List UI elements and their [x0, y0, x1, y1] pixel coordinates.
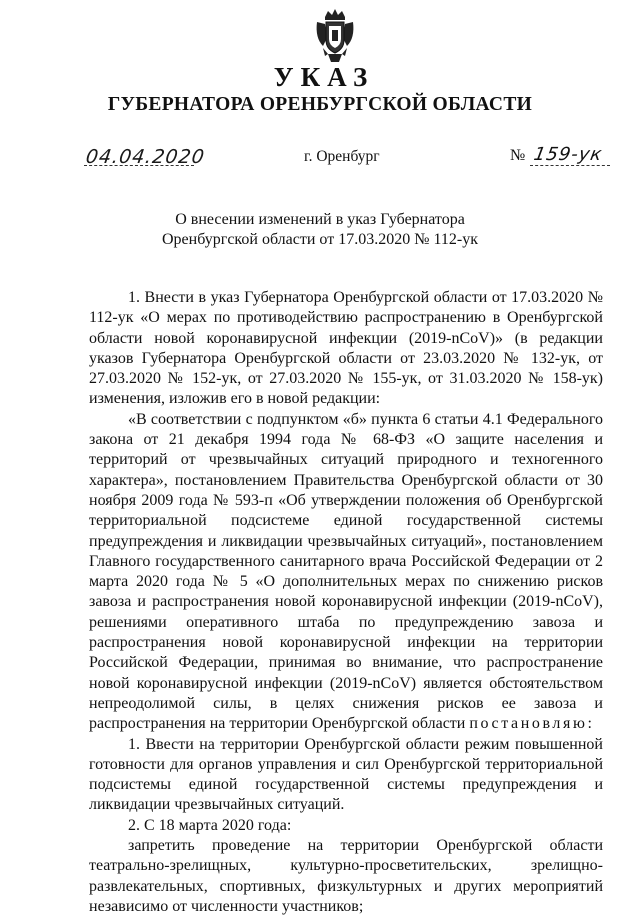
paragraph-5: запретить проведение на территории Оренбургской области театрально-зрелищных, культурно-просветительских, зрелищно-развлекательных, спортивных, физкультурных и других мероприятий независимо от численности участников; [89, 837, 603, 915]
subject-line-1: О внесении изменений в указ Губернатора [175, 211, 465, 228]
subject-line-2: Оренбургской области от 17.03.2020 № 112-ук [162, 231, 478, 248]
document-body [89, 288, 603, 917]
document-date: 04.04.2020 [84, 146, 207, 168]
coat-of-arms-icon [313, 8, 357, 64]
paragraph-2-text: «В соответствии с подпунктом «б» пункта 6 статьи 4.1 Федерального закона от 21 декабря 1994 года № 68-ФЗ «О защите населения и территорий от чрезвычайных ситуаций природного и техногенного характера», постановлением Правительства Оренбургской области от 30 ноября 2009 года № 593-п «Об утверждении положения об Оренбургской территориальной подсистеме единой государственной системы предупреждения и ликвидации чрезвычайных ситуаций», постановлением Главного государственного санитарного врача Российской Федерации от 2 марта 2020 года № 5 «О дополнительных мерах по снижению рисков завоза и распространения новой коронавирусной инфекции (2019-nCoV), решениями оперативного штаба по предупреждению завоза и распространения новой коронавирусной инфекции на территории Российской Федерации, принимая во внимание, что распространение новой коронавирусной инфекции (2019-nCoV) является обстоятельством непреодолимой силы, в целях снижения рисков ее завоза и распространения на территории Оренбургской области [89, 410, 603, 733]
document-type-title: УКАЗ [273, 62, 375, 92]
document-city: г. Оренбург [304, 148, 380, 165]
number-underline [530, 165, 610, 166]
paragraph-3: 1. Ввести на территории Оренбургской области режим повышенной готовности для органов управления и сил Оренбургской территориальной подсистемы единой государственной системы предупреждения и ликвидации чрезвычайных ситуаций. [89, 735, 603, 814]
document-subject [0, 210, 640, 250]
paragraph-4: 2. С 18 марта 2020 года: [128, 816, 292, 834]
date-underline [84, 165, 194, 166]
paragraph-1: 1. Внести в указ Губернатора Оренбургской области от 17.03.2020 № 112-ук «О мерах по противодействию распространению в Оренбургской области новой коронавирусной инфекции (2019-nCoV)» (в редакции указов Губернатора Оренбургской области от 23.03.2020 № 132-ук, от 27.03.2020 № 152-ук, от 27.03.2020 № 155-ук, от 31.03.2020 № 158-ук) изменения, изложив его в новой редакции: [89, 289, 603, 408]
issuer-title: ГУБЕРНАТОРА ОРЕНБУРГСКОЙ ОБЛАСТИ [107, 94, 533, 115]
document-number: 159-ук [532, 144, 605, 165]
decree-word: постановляю: [469, 715, 595, 733]
number-sign: № [510, 147, 526, 164]
paragraph-2 [89, 410, 603, 735]
